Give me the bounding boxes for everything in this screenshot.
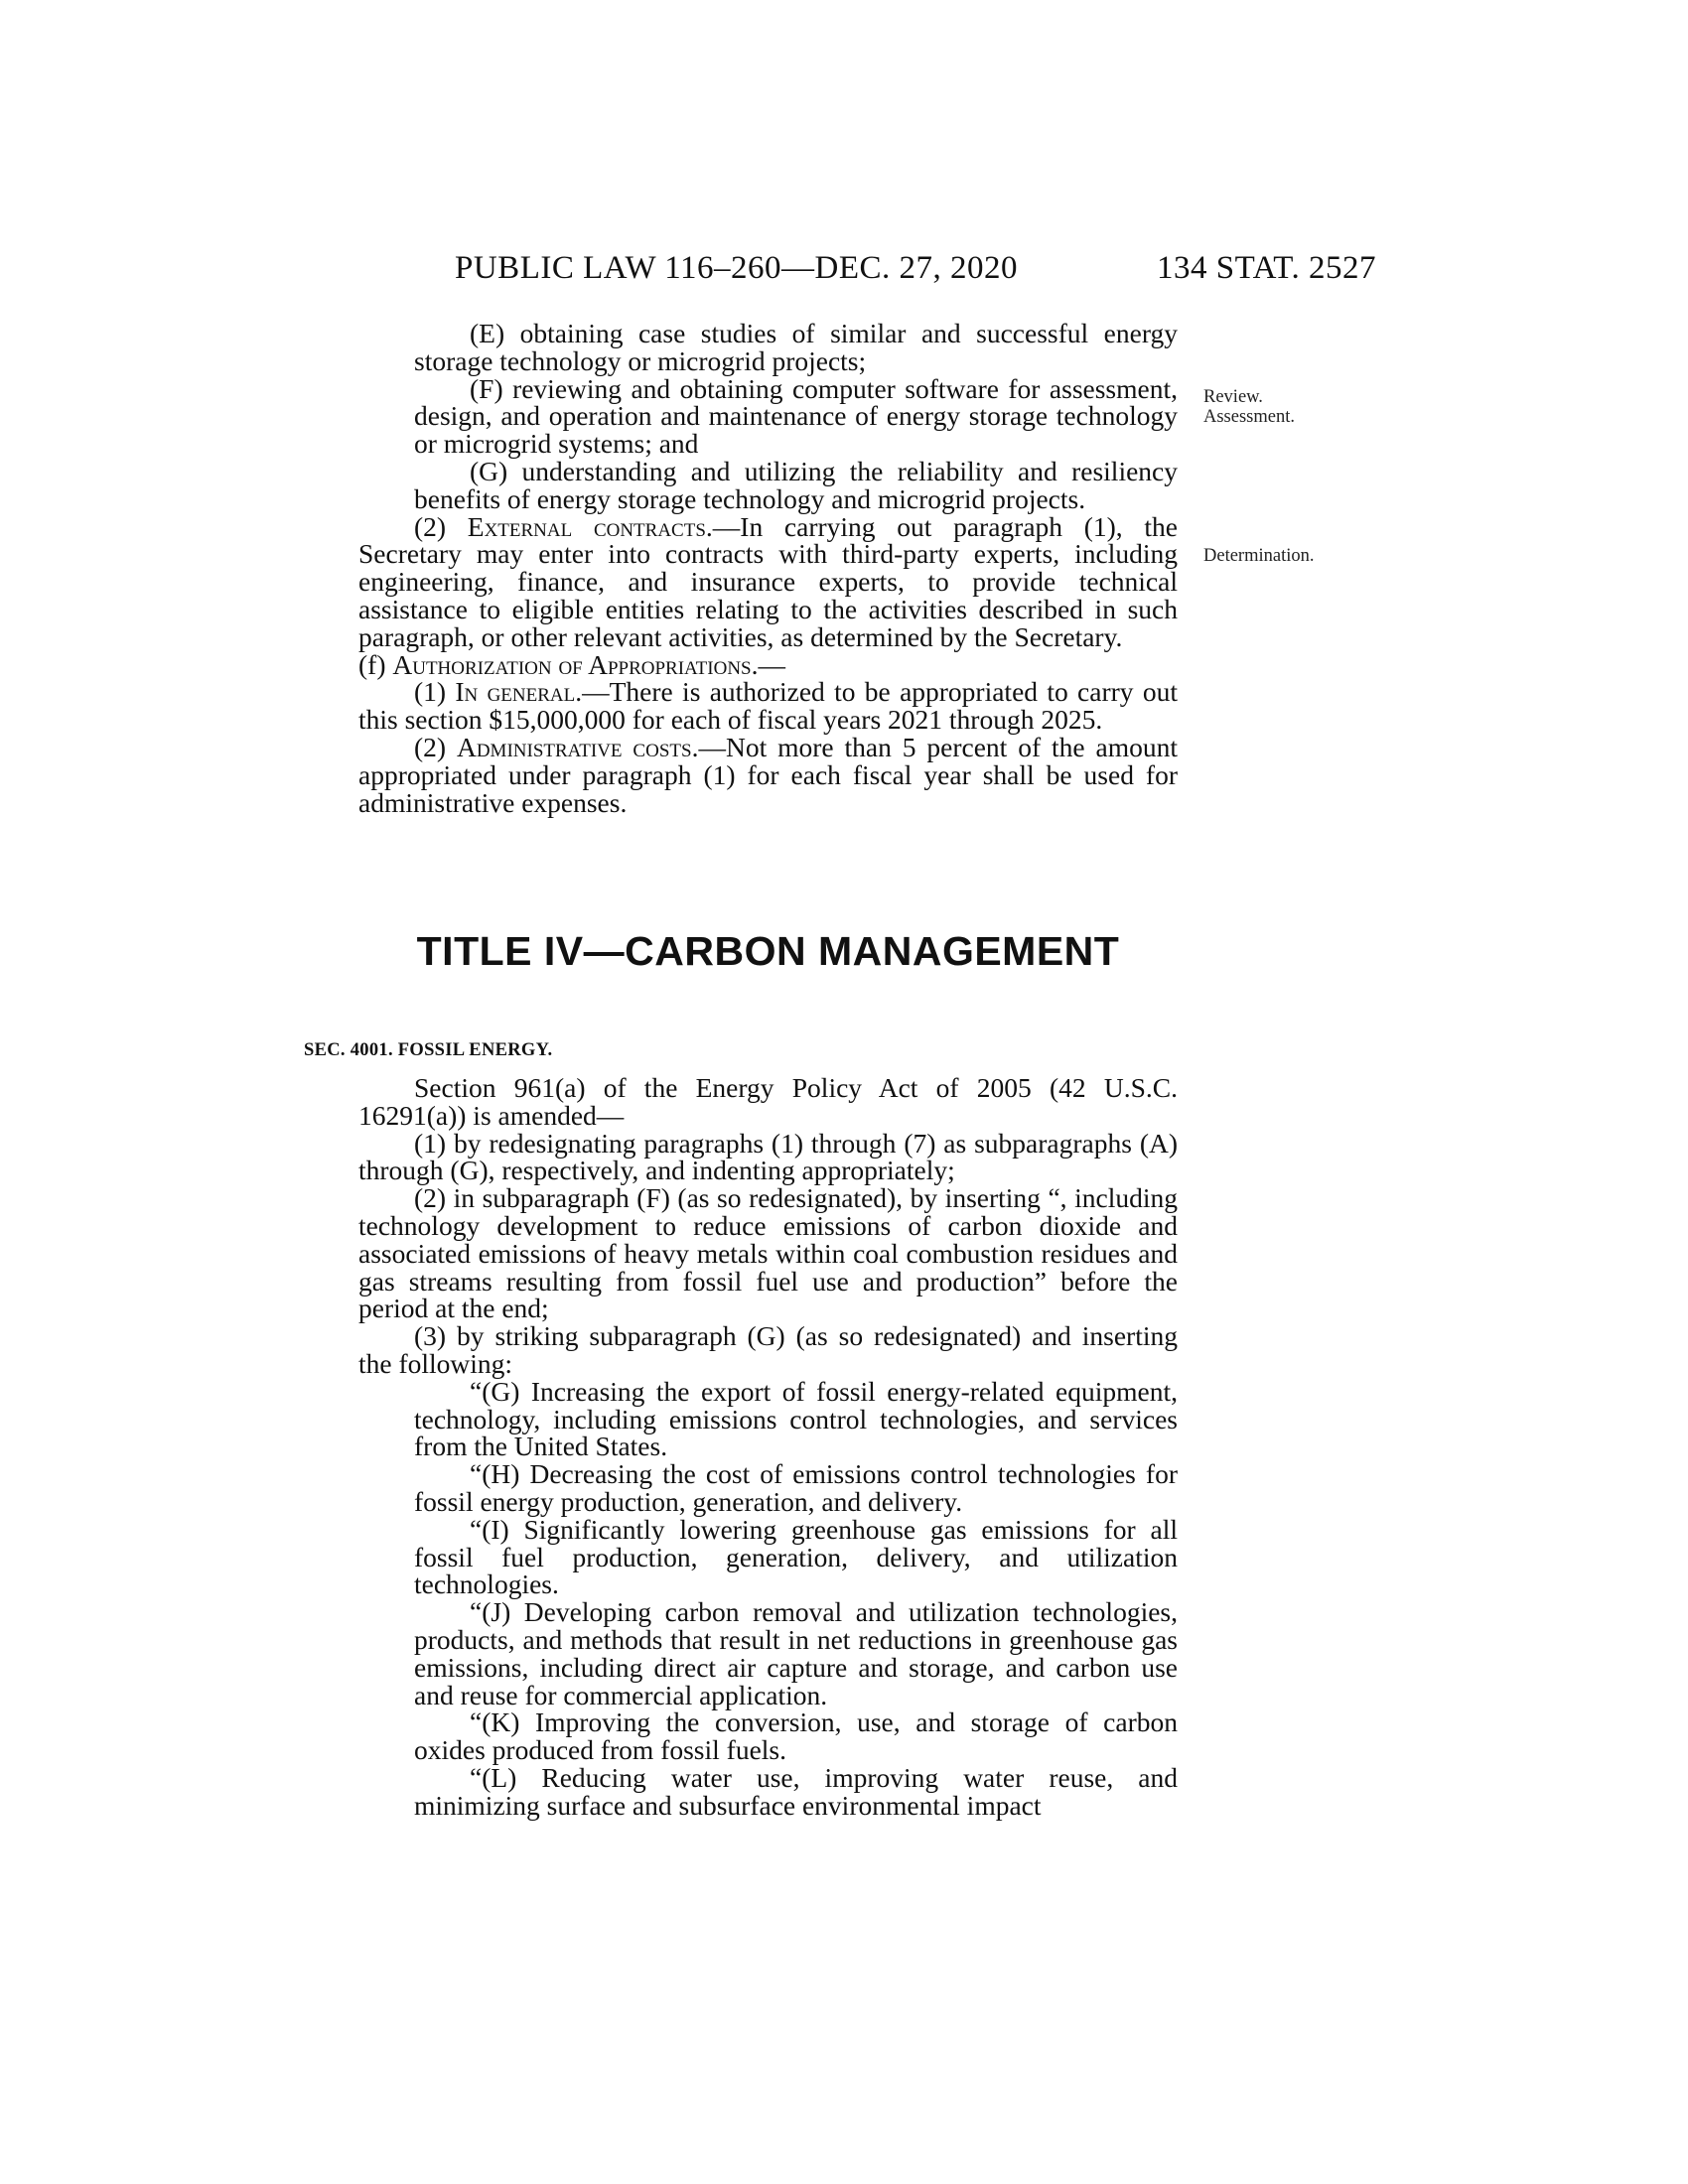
subparagraph-g: (G) understanding and utilizing the reliability and resiliency benefits of energy storage technology and microgrid projects.	[414, 455, 1178, 514]
subsection-number: (f)	[358, 648, 393, 680]
running-header	[455, 250, 1376, 290]
quoted-subparagraph-k: “(K) Improving the conversion, use, and storage of carbon oxides produced from fossil fuels.	[414, 1706, 1178, 1766]
paragraph-body: .—There is authorized to be appropriated to carry out this section $15,000,000 for each of fiscal years 2021 through 2025.	[358, 676, 1178, 736]
paragraph-administrative-costs	[358, 731, 1178, 818]
subparagraph-e: (E) obtaining case studies of similar and successful energy storage technology or microgrid projects;	[414, 318, 1178, 376]
quoted-subparagraph-g: “(G) Increasing the export of fossil energy-related equipment, technology, including emissions control technologies, and services from the United States.	[414, 1375, 1178, 1462]
quoted-subparagraph-i: “(I) Significantly lowering greenhouse gas emissions for all fossil fuel production, generation, delivery, and utilization technologies.	[414, 1513, 1178, 1600]
paragraph-number: (2)	[414, 510, 468, 542]
margin-note-determination: Determination.	[1203, 546, 1315, 566]
paragraph-number: (1)	[414, 676, 456, 708]
subsection-dash: .—	[751, 648, 785, 680]
quoted-subparagraph-l: “(L) Reducing water use, improving water reuse, and minimizing surface and subsurface environmental impact	[414, 1761, 1178, 1821]
paragraph-in-general	[358, 678, 1178, 734]
paragraph-body: .—Not more than 5 percent of the amount appropriated under paragraph (1) for each fiscal year shall be used for administrative expenses.	[358, 731, 1178, 818]
subparagraph-f: (F) reviewing and obtaining computer software for assessment, design, and operation and maintenance of energy storage technology or microgrid systems; and	[414, 372, 1178, 460]
section-heading: SEC. 4001. FOSSIL ENERGY.	[304, 1040, 553, 1060]
text-block-upper	[358, 320, 1178, 816]
paragraph-heading: External contracts	[467, 510, 706, 542]
public-law-citation: PUBLIC LAW 116–260—DEC. 27, 2020	[455, 250, 1019, 286]
amendment-item-3: (3) by striking subparagraph (G) (as so redesignated) and inserting the following:	[358, 1320, 1178, 1379]
paragraph-heading: Administrative costs	[456, 731, 692, 762]
subsection-heading: Authorization of Appropriations	[392, 648, 752, 680]
amendment-item-1: (1) by redesignating paragraphs (1) through (7) as subparagraphs (A) through (G), respectively, and indenting appropriately;	[358, 1127, 1178, 1186]
quoted-subparagraph-j: “(J) Developing carbon removal and utilization technologies, products, and methods that result in net reductions in greenhouse gas emissions, including direct air capture and storage, and carbon use and reuse for commercial application.	[414, 1596, 1178, 1710]
paragraph-number: (2)	[414, 731, 457, 762]
margin-note-assessment: Assessment.	[1203, 407, 1295, 427]
margin-note-review: Review.	[1203, 387, 1263, 407]
amendment-item-2: (2) in subparagraph (F) (as so redesignated), by inserting “, including technology development to reduce emissions of carbon dioxide and associated emissions of heavy metals within coal combustion residues and gas streams resulting from fossil fuel use and production” before the period at the end;	[358, 1182, 1178, 1324]
paragraph-body: .—In carrying out paragraph (1), the Secretary may enter into contracts with third-party experts, including engineering, finance, and insurance experts, to provide technical assistance to eligible entities relating to the activities described in such paragraph, or other relevant activities, as determined by the Secretary.	[358, 510, 1178, 652]
statute-page-number: 134 STAT. 2527	[1156, 250, 1376, 286]
quoted-subparagraph-h: “(H) Decreasing the cost of emissions control technologies for fossil energy production, generation, and delivery.	[414, 1458, 1178, 1517]
paragraph-external-contracts	[358, 510, 1178, 652]
section-intro: Section 961(a) of the Energy Policy Act of 2005 (42 U.S.C. 16291(a)) is amended—	[358, 1072, 1178, 1131]
title-heading: TITLE IV—CARBON MANAGEMENT	[416, 928, 1120, 974]
subsection-f-heading	[358, 648, 1178, 680]
paragraph-heading: In general	[455, 676, 576, 708]
text-block-lower	[358, 1074, 1178, 1820]
